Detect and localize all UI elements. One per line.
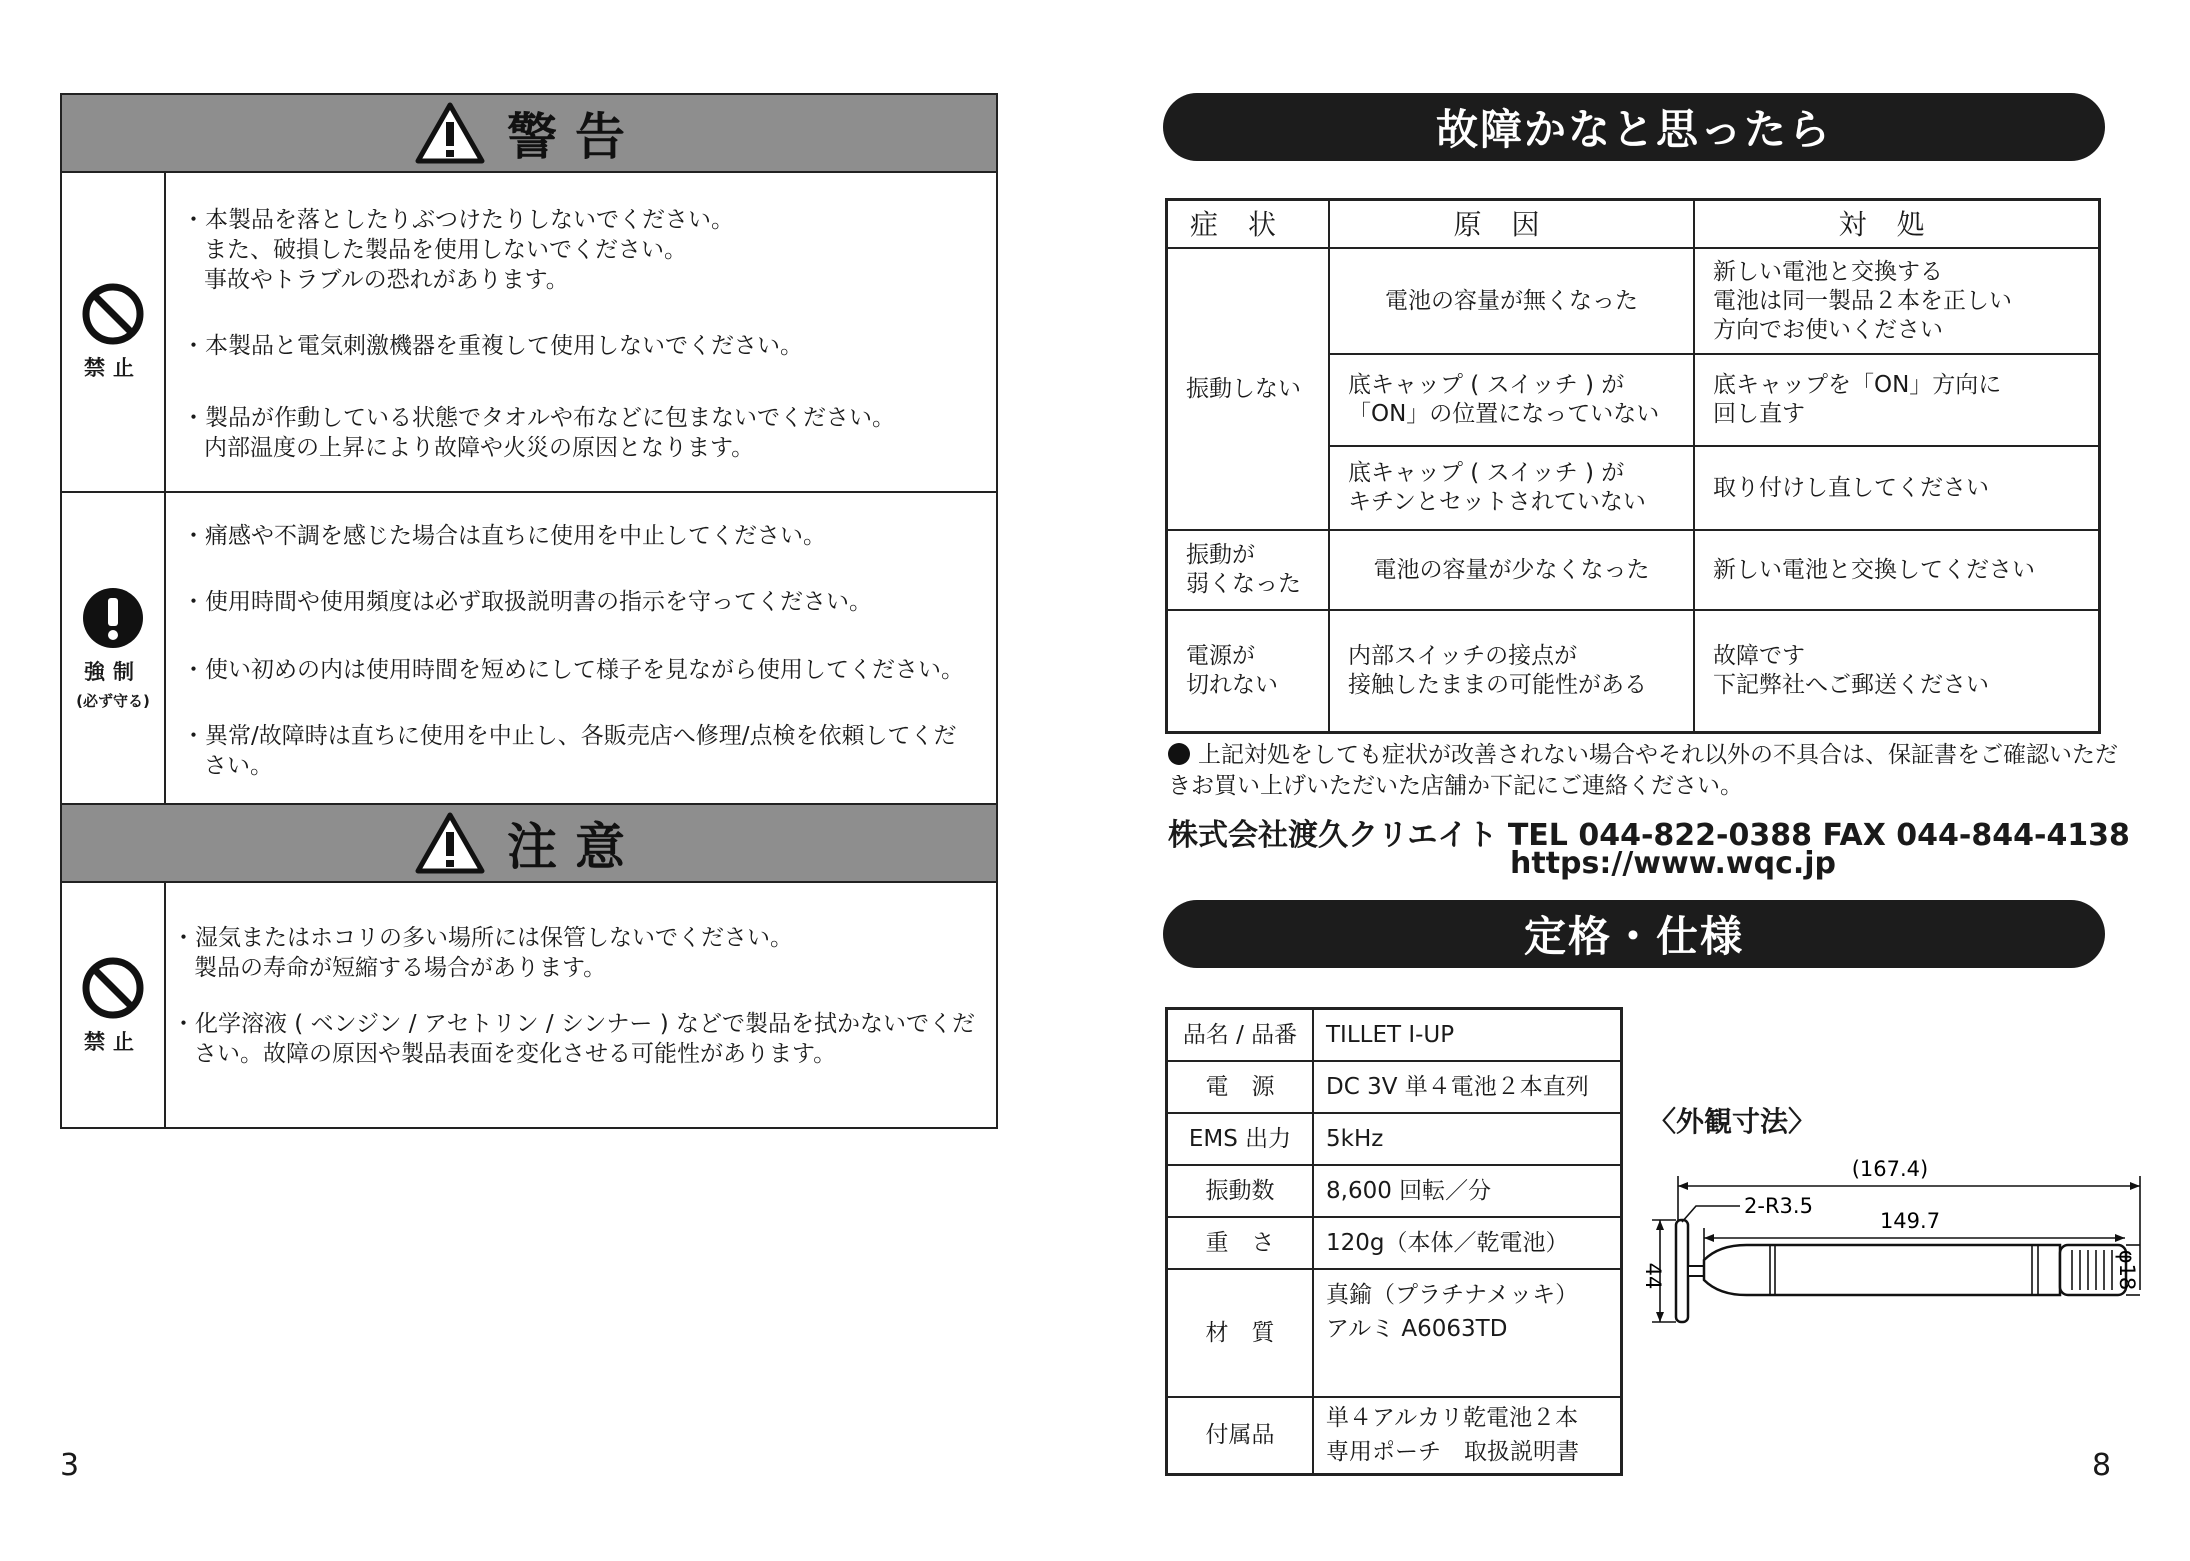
cause-cell: 電池の容量が無くなった [1329,248,1694,354]
spec-row [1167,1269,1622,1397]
spec-value: TILLET I-UP [1313,1009,1622,1061]
header-cause: 原因 [1329,200,1694,249]
caution-prohibit-label: 禁止 [84,1030,142,1054]
dim-body-label: 149.7 [1879,1209,1941,1233]
table-row [1167,610,2100,732]
trouble-table [1165,198,2101,734]
symptom-cell: 振動が 弱くなった [1167,530,1330,610]
spec-title: 定格・仕様 [1163,900,2105,968]
remedy-cell: 新しい電池と交換する 電池は同一製品２本を正しい 方向でお使いください [1694,248,2100,354]
warning-title: 警告 [507,108,643,166]
spec-key: 電 源 [1167,1061,1314,1113]
page-number-left: 3 [60,1448,80,1483]
mandatory-sublabel: (必ず守る) [76,691,150,710]
dim-radius-label: 2-R3.5 [1744,1194,1813,1218]
dim-overall-label: (167.4) [1851,1157,1929,1181]
spec-row [1167,1165,1622,1217]
warning-item: ・使用時間や使用頻度は必ず取扱説明書の指示を守ってください。 [182,589,872,615]
symptom-cell: 振動しない [1167,248,1330,530]
mandatory-label: 強制 [84,659,142,684]
header-remedy: 対処 [1694,200,2100,249]
mandatory-icon [81,586,145,650]
spec-value: 真鍮（プラチナメッキ） アルミ A6063TD [1313,1269,1622,1397]
table-row [1167,530,2100,610]
warning-section [60,93,998,1129]
spec-row [1167,1009,1622,1061]
spec-key: 付属品 [1167,1397,1314,1475]
warning-item: ・本製品を落としたりぶつけたりしないでください。 また、破損した製品を使用しないでください。 事故やトラブルの恐れがあります。 [182,207,734,293]
cause-cell: 底キャップ ( スイッチ ) が キチンとセットされていない [1329,446,1694,530]
prohibit-label: 禁止 [84,356,142,380]
caution-item: ・湿気またはホコリの多い場所には保管しないでください。 製品の寿命が短縮する場合があります。 [172,925,793,981]
dimension-drawing [1620,1140,2150,1350]
cause-cell: 電池の容量が少なくなった [1329,530,1694,610]
remedy-cell: 取り付けし直してください [1694,446,2100,530]
warning-item: ・異常/故障時は直ちに使用を中止し、各販売店へ修理/点検を依頼してください。 [182,723,957,779]
company-contact: 株式会社渡久クリエイト TEL 044-822-0388 FAX 044-844-4138 [1168,818,2130,853]
spec-row [1167,1217,1622,1269]
warning-triangle-icon [415,102,485,164]
table-header-row [1167,200,2100,249]
note-text: 上記対処をしても症状が改善されない場合やそれ以外の不具合は、保証書をご確認いただきお買い上げいただいた店舗か下記にご連絡ください。 [1168,742,2118,799]
caution-item: ・化学溶液 ( ベンジン / アセトリン / シンナー ) などで製品を拭かないでください。故障の原因や製品表面を変化させる可能性があります。 [172,1011,975,1067]
remedy-cell: 底キャップを「ON」方向に 回し直す [1694,354,2100,446]
prohibit-icon-cell [62,173,166,491]
support-note [1168,740,2118,802]
company-url[interactable]: https://www.wqc.jp [1510,846,1837,881]
bullet-dot-icon [1168,743,1190,765]
spec-value: DC 3V 単４電池２本直列 [1313,1061,1622,1113]
prohibition-icon [81,282,145,346]
trouble-title: 故障かなと思ったら [1163,93,2105,161]
spec-value: 120g（本体／乾電池） [1313,1217,1622,1269]
cause-cell: 底キャップ ( スイッチ ) が 「ON」の位置になっていない [1329,354,1694,446]
spec-row [1167,1061,1622,1113]
spec-row [1167,1397,1622,1475]
mandatory-icon-cell [62,493,166,803]
dim-diameter-label: φ18 [2115,1249,2139,1291]
table-row [1167,248,2100,354]
cause-cell: 内部スイッチの接点が 接触したままの可能性がある [1329,610,1694,732]
caution-triangle-icon [415,812,485,874]
caution-row-prohibit [62,883,996,1129]
spec-key: 材 質 [1167,1269,1314,1397]
spec-key: 重 さ [1167,1217,1314,1269]
warning-item: ・痛感や不調を感じた場合は直ちに使用を中止してください。 [182,523,826,549]
remedy-cell: 新しい電池と交換してください [1694,530,2100,610]
spec-row [1167,1113,1622,1165]
caution-header [62,805,996,883]
warning-item: ・使い初めの内は使用時間を短めにして様子を見ながら使用してください。 [182,657,964,683]
prohibition-icon [81,956,145,1020]
spec-key: EMS 出力 [1167,1113,1314,1165]
spec-key: 振動数 [1167,1165,1314,1217]
spec-value: 8,600 回転／分 [1313,1165,1622,1217]
warning-row-prohibit [62,173,996,493]
warning-row-mandatory [62,493,996,805]
dimension-title: 〈外観寸法〉 [1648,1105,1817,1138]
spec-table [1165,1007,1623,1476]
spec-key: 品名 / 品番 [1167,1009,1314,1061]
warning-header [62,95,996,173]
caution-icon-cell [62,883,166,1129]
header-symptom: 症状 [1167,200,1330,249]
page-number-right: 8 [2092,1448,2112,1483]
spec-value: 5kHz [1313,1113,1622,1165]
dim-height-label: 44 [1641,1262,1665,1290]
warning-item: ・製品が作動している状態でタオルや布などに包まないでください。 内部温度の上昇により故障や火災の原因となります。 [182,405,895,461]
caution-title: 注意 [507,818,643,876]
symptom-cell: 電源が 切れない [1167,610,1330,732]
spec-value: 単４アルカリ乾電池２本 専用ポーチ 取扱説明書 [1313,1397,1622,1475]
warning-item: ・本製品と電気刺激機器を重複して使用しないでください。 [182,333,803,359]
remedy-cell: 故障です 下記弊社へご郵送ください [1694,610,2100,732]
